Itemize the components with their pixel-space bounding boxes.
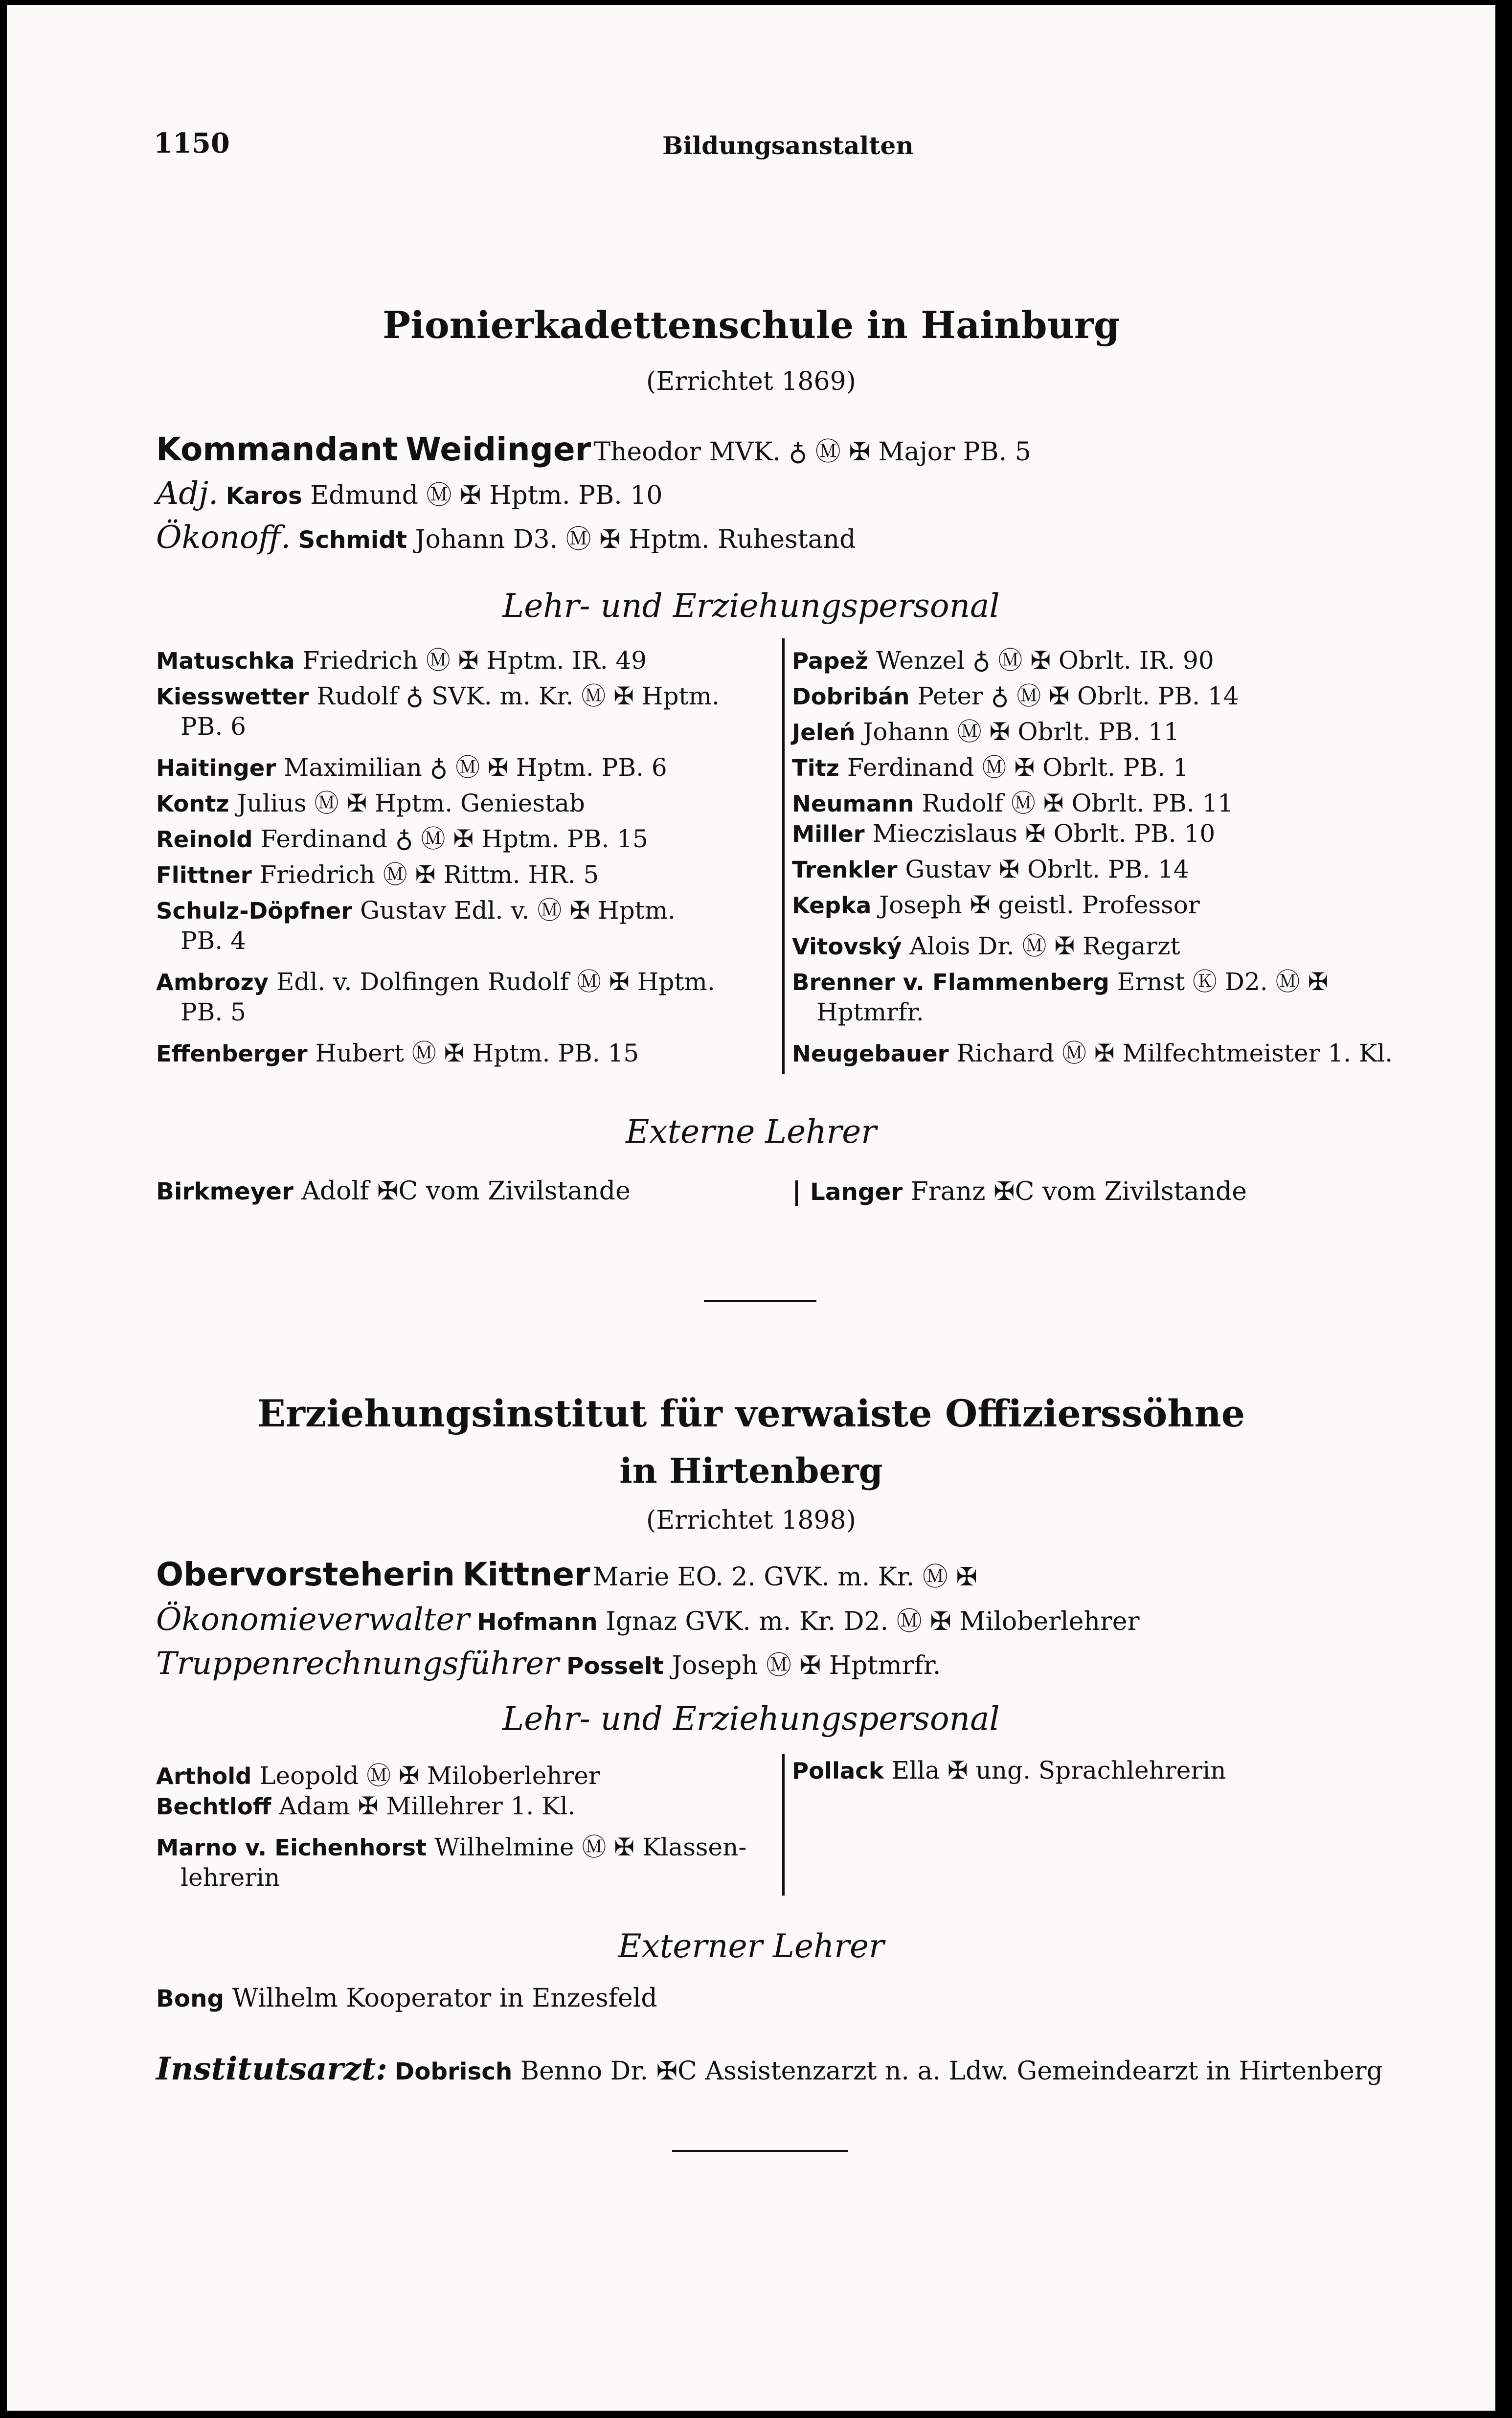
section1-staff-commandant	[156, 430, 1031, 468]
section1-external-right: | Langer Franz ✠C vom Zivilstande	[792, 1176, 1247, 1206]
list-item: Matuschka Friedrich Ⓜ ✠ Hptm. IR. 49	[156, 646, 647, 675]
list-item: Pollack Ella ✠ ung. Sprachlehrerin	[792, 1756, 1226, 1785]
section-separator	[672, 2150, 848, 2152]
section1-staff-adjutant	[156, 475, 662, 512]
role-label: Adj.	[156, 475, 219, 512]
section2-title: Erziehungsinstitut für verwaiste Offizierssöhne	[257, 1392, 1245, 1435]
list-item: Trenkler Gustav ✠ Obrlt. PB. 14	[792, 855, 1189, 883]
section-separator	[704, 1300, 816, 1302]
role-label: Kommandant	[156, 430, 398, 468]
list-item: lehrerin	[181, 1863, 280, 1892]
section2-doctor	[156, 2051, 1383, 2087]
section1-staff-oekonom	[156, 519, 856, 556]
role-label: Obervorsteherin	[156, 1556, 455, 1593]
list-item: Haitinger Maximilian ♁ Ⓜ ✠ Hptm. PB. 6	[156, 753, 667, 782]
person-details: Joseph Ⓜ ✠ Hptmrfr.	[672, 1651, 941, 1680]
list-item: Kiesswetter Rudolf ♁ SVK. m. Kr. Ⓜ ✠ Hptm.	[156, 682, 720, 710]
list-item: PB. 5	[181, 998, 246, 1026]
section2-teaching-heading: Lehr- und Erziehungspersonal	[502, 1700, 1000, 1738]
list-item: Dobribán Peter ♁ Ⓜ ✠ Obrlt. PB. 14	[792, 682, 1239, 710]
list-item: PB. 4	[181, 927, 246, 955]
column-divider	[782, 1754, 785, 1896]
list-item: PB. 6	[181, 712, 246, 741]
list-item: Marno v. Eichenhorst Wilhelmine Ⓜ ✠ Klassen-	[156, 1833, 747, 1861]
section1-title: Pionierkadettenschule in Hainburg	[382, 303, 1120, 347]
list-item: Hptmrfr.	[816, 998, 924, 1026]
page-number: 1150	[154, 127, 230, 159]
person-details: Johann D3. Ⓜ ✠ Hptm. Ruhestand	[415, 525, 856, 554]
section2-external-heading: Externer Lehrer	[618, 1927, 884, 1965]
list-item: Neugebauer Richard Ⓜ ✠ Milfechtmeister 1. Kl.	[792, 1039, 1393, 1067]
list-item: Jeleń Johann Ⓜ ✠ Obrlt. PB. 11	[792, 718, 1180, 746]
person-details: Ignaz GVK. m. Kr. D2. Ⓜ ✠ Miloberlehrer	[606, 1607, 1140, 1636]
section2-founded: (Errichtet 1898)	[646, 1506, 856, 1535]
person-name: Kittner	[462, 1556, 590, 1593]
person-details: Marie EO. 2. GVK. m. Kr. Ⓜ ✠	[592, 1562, 977, 1592]
section1-external-heading: Externe Lehrer	[626, 1113, 877, 1151]
list-item: Titz Ferdinand Ⓜ ✠ Obrlt. PB. 1	[792, 753, 1189, 782]
role-label: Truppenrechnungsführer	[156, 1646, 559, 1682]
document-page	[7, 5, 1495, 2411]
person-details: Benno Dr. ✠C Assistenzarzt n. a. Ldw. Gemeindearzt in Hirtenberg	[520, 2056, 1383, 2086]
list-item: Kontz Julius Ⓜ ✠ Hptm. Geniestab	[156, 789, 585, 817]
list-item: Papež Wenzel ♁ Ⓜ ✠ Obrlt. IR. 90	[792, 646, 1214, 675]
section1-teaching-heading: Lehr- und Erziehungspersonal	[502, 587, 1000, 625]
role-label: Ökonoff.	[156, 520, 291, 556]
person-name: Hofmann	[477, 1608, 598, 1636]
list-item: Ambrozy Edl. v. Dolfingen Rudolf Ⓜ ✠ Hptm.	[156, 968, 715, 996]
section2-staff-oekonom	[156, 1601, 1139, 1638]
running-title: Bildungsanstalten	[662, 131, 914, 160]
person-name: Dobrisch	[395, 2058, 513, 2085]
column-divider	[782, 638, 785, 1074]
section2-subtitle: in Hirtenberg	[619, 1450, 883, 1491]
role-label: Institutsarzt:	[156, 2051, 387, 2087]
role-label: Ökonomieverwalter	[156, 1602, 470, 1638]
section1-external-left: Birkmeyer Adolf ✠C vom Zivilstande	[156, 1176, 631, 1206]
person-name: Weidinger	[405, 430, 591, 468]
section1-founded: (Errichtet 1869)	[646, 367, 856, 396]
person-details: Theodor MVK. ♁ Ⓜ ✠ Major PB. 5	[593, 437, 1031, 467]
section2-staff-accountant	[156, 1645, 941, 1682]
list-item: Miller Mieczislaus ✠ Obrlt. PB. 10	[792, 819, 1216, 848]
list-item: Neumann Rudolf Ⓜ ✠ Obrlt. PB. 11	[792, 789, 1234, 817]
list-item: Vitovský Alois Dr. Ⓜ ✠ Regarzt	[792, 932, 1180, 960]
section2-external-teacher: Bong Wilhelm Kooperator in Enzesfeld	[156, 1984, 657, 2013]
list-item: Brenner v. Flammenberg Ernst Ⓚ D2. Ⓜ ✠	[792, 968, 1329, 996]
person-details: Edmund Ⓜ ✠ Hptm. PB. 10	[310, 481, 663, 510]
list-item: Flittner Friedrich Ⓜ ✠ Rittm. HR. 5	[156, 860, 599, 889]
divider-bar: |	[792, 1176, 811, 1206]
person-name: Karos	[226, 482, 302, 510]
person-name: Posselt	[566, 1652, 664, 1680]
list-item: Kepka Joseph ✠ geistl. Professor	[792, 891, 1200, 919]
section2-staff-head	[156, 1556, 977, 1593]
list-item: Effenberger Hubert Ⓜ ✠ Hptm. PB. 15	[156, 1039, 639, 1067]
list-item: Arthold Leopold Ⓜ ✠ Miloberlehrer	[156, 1762, 600, 1790]
list-item: Bechtloff Adam ✠ Millehrer 1. Kl.	[156, 1792, 576, 1820]
list-item: Schulz-Döpfner Gustav Edl. v. Ⓜ ✠ Hptm.	[156, 896, 676, 925]
person-name: Schmidt	[298, 526, 407, 554]
list-item: Reinold Ferdinand ♁ Ⓜ ✠ Hptm. PB. 15	[156, 825, 648, 853]
